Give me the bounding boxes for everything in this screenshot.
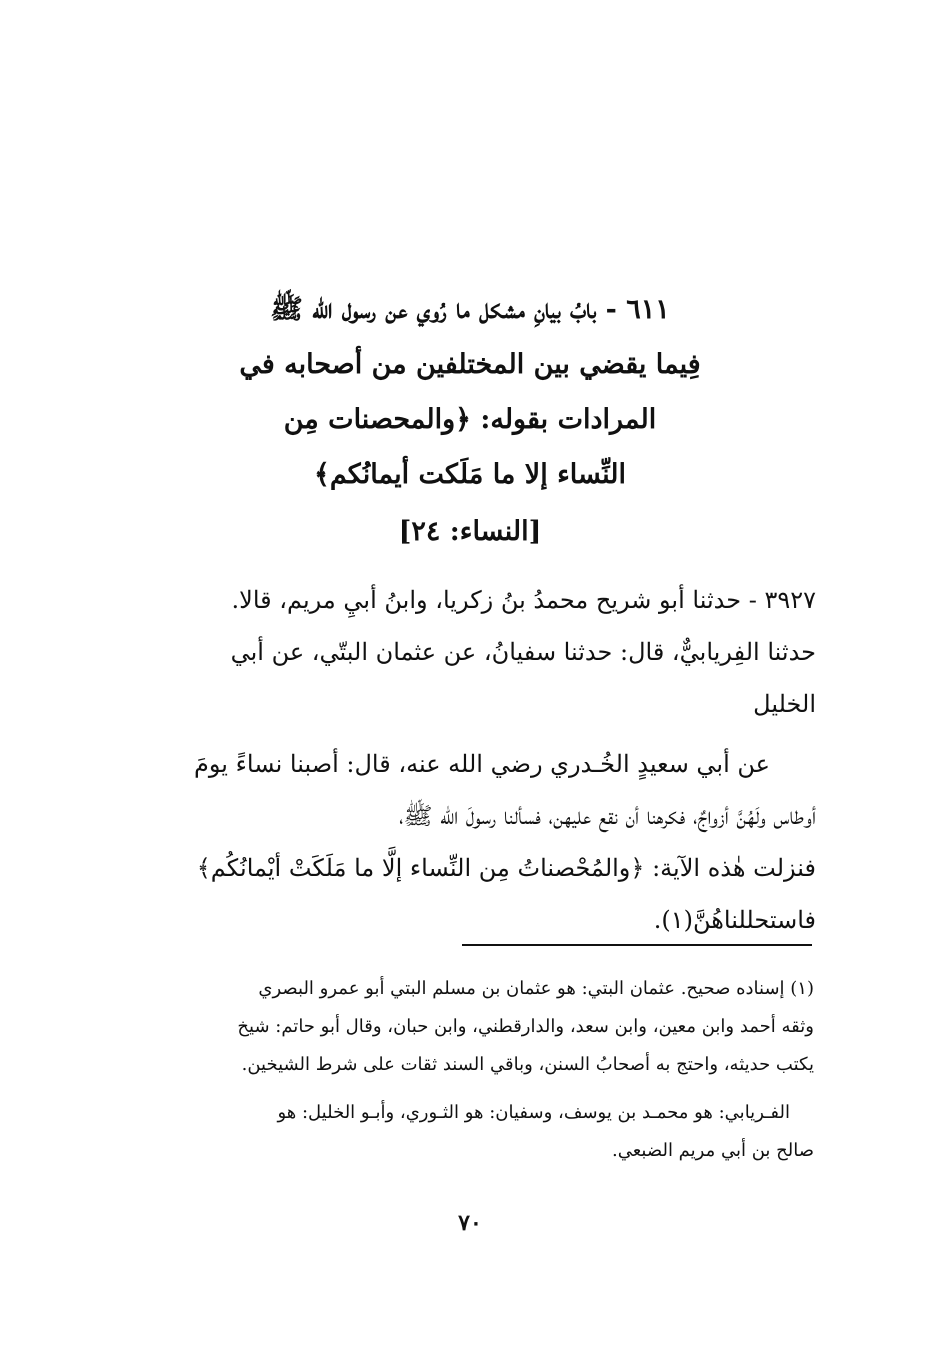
chapter-title-line: فِيما يقضي بين المختلفين من أصحابه في [239,349,701,380]
matn-line: فاستحللناهُنَّ(١). [653,906,816,934]
chapter-title-line: المرادات بقوله: ﴿والمحصنات مِن [283,404,657,435]
matn-line: أوطاس ولَهُنَّ أزواجٌ، فكرهنا أن نقع عليهن، فسألنا رسولَ الله ﷺ، [398,802,816,830]
footnote-1 [108,970,814,1084]
footnote-line: وثقه أحمد وابن معين، وابن سعد، والدارقطني، وابن حبان، وقال أبو حاتم: شيخ [237,1016,814,1037]
hadith-isnad [108,574,816,730]
matn-line: فنزلت هٰذه الآية: ﴿والمُحْصناتُ مِن النِّساء إلَّا ما مَلَكَتْ أيْمانُكُم﴾ [196,854,816,882]
isnad-line: الخليل [753,690,816,718]
chapter-title-line: ٦١١ - بابُ بيانِ مشكل ما رُوي عن رسول الله ﷺ [270,294,670,325]
footnote-2 [108,1094,814,1170]
isnad-line: حدثنا الفِريابيٌّ، قال: حدثنا سفيانُ، عن عثمان البتّي، عن أبي [230,638,816,666]
footnotes [108,970,814,1170]
footnote-gap [108,1084,814,1094]
page-number: ٧٠ [458,1210,482,1236]
footnote-line: الفـريابي: هو محمـد بن يوسف، وسفيان: هو الثـوري، وأبـو الخليل: هو [277,1102,790,1123]
matn-line: عن أبي سعيدٍ الخُـدري رضي الله عنه، قال: أصبنا نساءً يومَ [194,750,770,778]
quran-reference: [النساء: ٢٤] [398,516,542,547]
footnote-line: (١) إسناده صحيح. عثمان البتي: هو عثمان بن مسلم البتي أبو عمرو البصري [258,978,814,999]
isnad-line: ٣٩٢٧ - حدثنا أبو شريح محمدُ بنُ زكريا، وابنُ أبيِ مريم، قالا. [231,586,816,614]
footnote-line: يكتب حديثه، واحتج به أصحابُ السنن، وباقي السند ثقات على شرط الشيخين. [241,1054,814,1075]
footnote-separator [462,944,812,946]
chapter-heading [100,282,840,559]
chapter-title-line: النِّساء إلا ما مَلَكت أيمانُكم﴾ [314,459,626,490]
hadith-matn [108,738,816,946]
footnote-line: صالح بن أبي مريم الضبعي. [612,1140,814,1161]
